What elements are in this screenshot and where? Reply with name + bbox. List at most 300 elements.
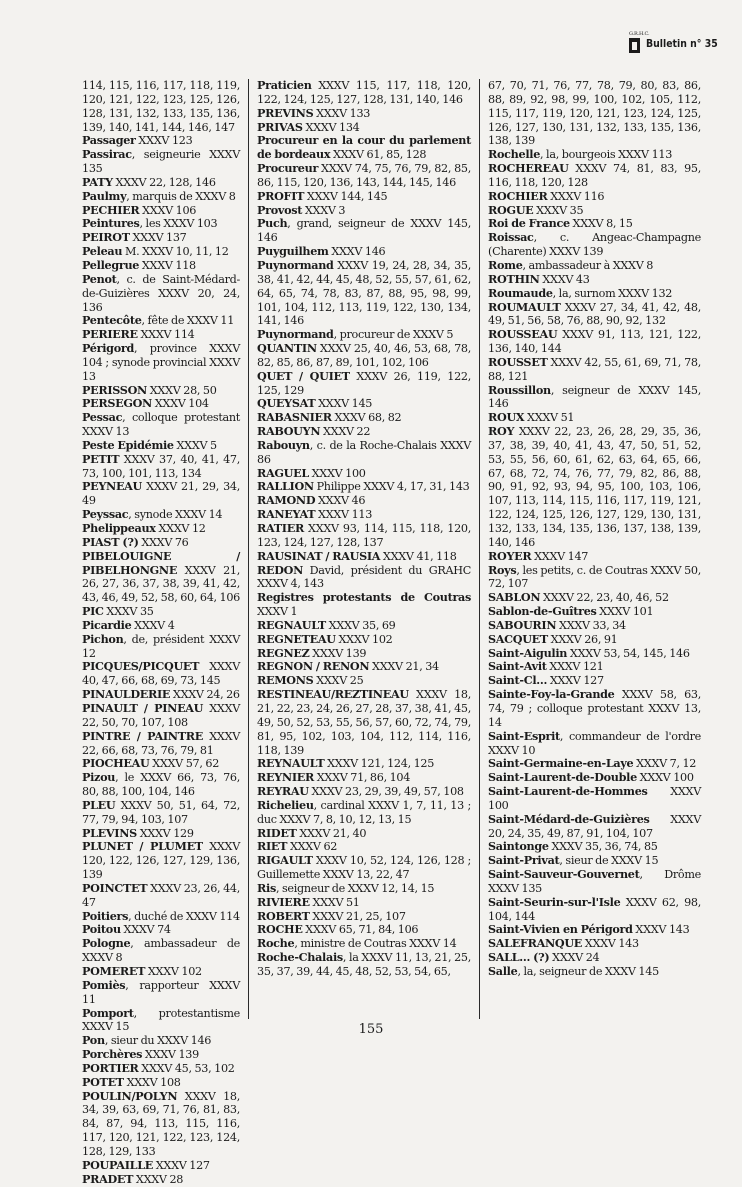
index-entry (488, 688, 701, 730)
index-entry-heading: POINCTET (82, 880, 148, 895)
index-entry-refs: XXXV 102 (145, 965, 202, 978)
index-entry (257, 937, 471, 951)
index-entry (82, 342, 240, 384)
index-entry-refs: , la, surnom XXXV 132 (552, 286, 673, 300)
index-entry-refs: XXXV 115, 117, 118, 120, 122, 124, 125, 127, 128, 131, 140, 146 (257, 79, 471, 106)
index-entry-refs: XXXV 45, 53, 102 (138, 1061, 235, 1075)
index-entry-heading: ROUMAULT (488, 299, 561, 314)
index-entry-heading: PLEVINS (82, 825, 137, 840)
index-entry-heading: PATY (82, 174, 113, 189)
index-entry-heading: PERIERE (82, 327, 138, 342)
index-entry-refs: , la XXXV 11, 13, 21, 25, 35, 37, 39, 44, 45, 48, 52, 53, 54, 65, (257, 951, 471, 978)
index-entry-heading: PERSEGON (82, 396, 152, 411)
index-entry (257, 162, 471, 190)
index-entry-heading: Saint-Avit (488, 659, 547, 674)
index-entry (82, 176, 240, 190)
index-entry-heading: ROUSSET (488, 354, 548, 369)
index-entry-refs: XXXV 35 (103, 605, 154, 619)
index-entry-heading: Saint-Aigulin (488, 645, 568, 660)
index-entry-heading: Peintures (82, 216, 140, 231)
index-entry (488, 273, 701, 287)
index-entry-heading: RANEYAT (257, 507, 316, 522)
index-entry-refs: , commandeur de l'ordre XXXV 10 (488, 729, 701, 757)
index-entry-heading: RAGUEL (257, 465, 309, 480)
index-entry-heading: PREVINS (257, 105, 314, 120)
index-entry-heading: PLUNET / PLUMET (82, 839, 203, 854)
index-entry-heading: PIC (82, 604, 104, 619)
index-entry (82, 522, 240, 536)
index-entry-heading: ROGUE (488, 202, 534, 217)
index-entry-heading: ROCHEREAU (488, 161, 569, 176)
index-entry-heading: PETIT (82, 451, 120, 466)
index-entry (82, 397, 240, 411)
index-entry (82, 231, 240, 245)
index-entry (257, 785, 471, 799)
index-entry-refs: XXXV 35, 69 (325, 618, 396, 632)
index-entry-refs: XXXV 58, 63, 74, 79 ; colloque protestant XXXV 13, 14 (488, 688, 701, 729)
index-entry-refs: XXXV 24, 26 (170, 688, 240, 702)
index-entry-heading: Saint-Esprit (488, 728, 560, 743)
index-entry (82, 757, 240, 771)
index-entry-heading: Pentecôte (82, 313, 142, 328)
index-entry (257, 107, 471, 121)
index-entry-refs: , rapporteur XXXV 11 (82, 978, 240, 1006)
index-entry-heading: Rochelle (488, 147, 541, 162)
index-entry (257, 522, 471, 550)
index-entry-heading: Saint-Médard-de-Guizières (488, 811, 650, 826)
index-entry-refs: XXXV 123 (135, 134, 193, 148)
index-entry (488, 204, 701, 218)
index-entry (257, 854, 471, 882)
index-entry-refs: XXXV 40, 47, 66, 68, 69, 73, 145 (82, 660, 240, 688)
index-entry (82, 660, 240, 688)
index-entry-refs: XXXV 129 (136, 826, 194, 840)
index-entry-refs: Philippe XXXV 4, 17, 31, 143 (313, 480, 470, 494)
index-entry-refs: XXXV 143 (632, 923, 690, 937)
index-entry-heading: PINTRE / PAINTRE (82, 728, 203, 743)
index-entry-refs: 114, 115, 116, 117, 118, 119, 120, 121, 122, 123, 125, 126, 128, 131, 132, 133, 135, 136, 139, 140, 141, 144, 146, 147 (82, 79, 240, 134)
index-entry (257, 757, 471, 771)
index-entry-heading: Passager (82, 133, 136, 148)
index-entry (82, 204, 240, 218)
index-entry-refs: XXXV 51 (309, 895, 360, 909)
index-entry-heading: ROBERT (257, 908, 310, 923)
index-entry-refs: XXXV 26, 119, 122, 125, 129 (257, 369, 472, 397)
index-entry (488, 840, 701, 854)
index-entry (82, 910, 240, 924)
index-entry-heading: PROFIT (257, 188, 305, 203)
index-entry (488, 730, 701, 758)
index-entry (488, 647, 701, 661)
index-entry-heading: Poitiers (82, 908, 129, 923)
index-entry-refs: XXXV 23, 26, 44, 47 (82, 881, 240, 909)
index-entry-refs: XXXV 74, 81, 83, 95, 116, 118, 120, 128 (488, 162, 701, 189)
index-entry (488, 328, 701, 356)
index-entry-refs: XXXV 23, 29, 39, 49, 57, 108 (308, 785, 464, 799)
index-entry (82, 882, 240, 910)
index-entry-refs: XXXV 127 (547, 674, 604, 688)
index-entry (82, 411, 240, 439)
index-entry-heading: Roche-Chalais (257, 950, 343, 965)
index-entry-heading: Peste Epidémie (82, 437, 174, 452)
index-entry-refs: , Drôme XXXV 135 (488, 868, 701, 895)
index-entry-refs: , de, président XXXV 12 (82, 632, 240, 660)
index-entry-heading: Roche (257, 936, 295, 951)
index-entry (257, 245, 471, 259)
index-entry-heading: Saint-Sauveur-Gouvernet (488, 867, 640, 882)
index-entry-refs: XXXV 106 (139, 203, 197, 217)
index-entry-heading: RATIER (257, 521, 304, 535)
index-entry-heading: SACQUET (488, 631, 548, 646)
index-entry-refs: , procureur de XXXV 5 (333, 328, 454, 342)
index-entry-heading: Roissac (488, 230, 534, 245)
index-entry-heading: POTET (82, 1074, 124, 1089)
index-entry (488, 190, 701, 204)
index-entry-heading: PINAULT / PINEAU (82, 700, 204, 715)
index-entry-heading: RIGAULT (257, 853, 313, 868)
index-entry-heading: Saint-Vivien en Périgord (488, 922, 633, 937)
index-entry (82, 508, 240, 522)
index-entry (257, 397, 471, 411)
index-entry-refs: , seigneurie XXXV 135 (82, 148, 240, 176)
index-entry-heading: Pizou (82, 770, 116, 785)
index-entry-refs: , le XXXV 66, 73, 76, 80, 88, 100, 104, 146 (82, 771, 240, 799)
index-entry-heading: Saint-Cl... (488, 673, 548, 688)
index-entry (257, 259, 471, 328)
index-entry-refs: XXXV 118 (139, 258, 196, 272)
index-entry-heading: Puynormand (257, 327, 334, 342)
index-entry-refs: , duché de XXXV 114 (128, 909, 240, 923)
index-entry-refs: , les petits, c. de Coutras XXXV 50, 72, 107 (488, 563, 701, 591)
index-entry (257, 217, 471, 245)
index-entry (257, 467, 471, 481)
index-column-1 (82, 79, 241, 1186)
index-entry (82, 453, 240, 481)
index-entry-heading: PRADET (82, 1171, 134, 1186)
index-entry-heading: Sainte-Foy-la-Grande (488, 687, 615, 702)
index-entry-heading: Peleau (82, 244, 123, 259)
index-entry (257, 370, 471, 398)
index-entry (488, 148, 701, 162)
index-entry (488, 813, 701, 841)
index-entry-refs: XXXV 22, 50, 70, 107, 108 (82, 701, 241, 729)
index-entry-heading: RABOUYN (257, 424, 321, 439)
index-entry (82, 799, 240, 827)
index-entry-refs: , seigneur de XXXV 145, 146 (488, 383, 701, 411)
index-entry-heading: PECHIER (82, 202, 140, 217)
index-entry-refs: XXXV 22, 23, 40, 46, 52 (540, 591, 669, 605)
index-entry (82, 827, 240, 841)
index-entry (82, 148, 240, 176)
index-entry-heading: Sablon-de-Guîtres (488, 604, 597, 619)
index-entry-refs: XXXV 146 (328, 245, 386, 259)
index-entry (82, 923, 240, 937)
index-entry (82, 217, 240, 231)
index-entry (488, 356, 701, 384)
index-entry (82, 384, 240, 398)
index-entry-refs: , ministre de Coutras XXXV 14 (294, 937, 457, 951)
index-entry-heading: Roumaude (488, 285, 553, 300)
index-entry (488, 674, 701, 688)
index-entry-refs: XXXV 21, 29, 34, 49 (82, 480, 240, 508)
index-entry-refs: , colloque protestant XXXV 13 (82, 411, 240, 439)
index-entry-heading: RALLION (257, 479, 314, 494)
index-entry-refs: , la, seigneur de XXXV 145 (517, 965, 659, 978)
index-entry-refs: XXXV 147 (531, 549, 589, 563)
index-entry-heading: RIVIERE (257, 894, 310, 909)
index-entry (82, 314, 240, 328)
index-entry (257, 480, 471, 494)
index-entry-refs: XXXV 145 (315, 397, 373, 411)
index-entry (257, 647, 471, 661)
index-entry-refs: XXXV 116 (547, 189, 605, 203)
index-entry-refs: XXXV 139 (309, 646, 367, 660)
index-entry (488, 771, 701, 785)
index-entry (257, 134, 471, 162)
index-entry (488, 162, 701, 190)
index-entry-heading: Puch (257, 216, 288, 231)
index-entry-heading: ROUX (488, 410, 525, 425)
index-entry-refs: XXXV 76 (138, 535, 189, 549)
index-entry (82, 633, 240, 661)
index-entry-refs: XXXV 21, 25, 107 (309, 909, 406, 923)
index-entry (257, 688, 471, 757)
index-entry (257, 121, 471, 135)
index-entry (488, 619, 701, 633)
index-entry (257, 771, 471, 785)
index-entry-heading: Ris (257, 880, 276, 895)
index-entry-heading: REMONS (257, 673, 314, 688)
index-entry-refs: XXXV 35, 36, 74, 85 (548, 840, 658, 854)
index-entry (488, 937, 701, 951)
index-entry-refs: , ambassadeur de XXXV 8 (82, 937, 240, 965)
index-entry (82, 1062, 240, 1076)
index-entry-refs: XXXV 10, 52, 124, 126, 128 ; Guillemette XXXV 13, 22, 47 (257, 854, 471, 882)
index-entry-refs: XXXV 46 (315, 494, 366, 508)
index-entry-refs: XXXV 42, 55, 61, 69, 71, 78, 88, 121 (488, 355, 701, 383)
index-entry (488, 633, 701, 647)
index-entry-refs: XXXV 27, 34, 41, 42, 48, 49, 51, 56, 58, 76, 88, 90, 92, 132 (488, 300, 701, 328)
index-entry-heading: REGNAULT (257, 617, 326, 632)
index-entry (257, 564, 471, 592)
index-entry-refs: XXXV 71, 86, 104 (314, 771, 411, 785)
index-entry-heading: Pellegrue (82, 257, 140, 272)
index-entry (488, 854, 701, 868)
publisher-mark: G.R.H.C. (629, 31, 650, 37)
index-entry-heading: Registres protestants de Coutras (257, 590, 471, 605)
index-entry-refs: XXXV 7, 12 (633, 757, 697, 771)
index-entry (257, 840, 471, 854)
index-entry-refs: XXXV 1 (257, 605, 298, 619)
index-entry (488, 217, 701, 231)
index-entry (488, 951, 701, 965)
index-entry (82, 619, 240, 633)
index-entry-refs: XXXV 28, 50 (146, 383, 217, 397)
index-entry-heading: Pon (82, 1033, 105, 1048)
index-entry-refs: XXXV 21, 34 (369, 660, 439, 674)
index-entry (488, 301, 701, 329)
index-entry-refs: XXXV 100 (308, 466, 366, 480)
index-entry-refs: , grand, seigneur de XXXV 145, 146 (257, 217, 471, 245)
index-entry (257, 439, 471, 467)
index-entry-refs: XXXV 74 (120, 923, 171, 937)
index-entry (257, 799, 471, 827)
index-entry-refs: XXXV 43 (539, 272, 590, 286)
index-entry-heading: Saintonge (488, 839, 549, 854)
index-entry-refs: XXXV 22 (320, 425, 371, 439)
index-entry-refs: XXXV 41, 118 (380, 549, 457, 563)
index-entry-refs: XXXV 20, 24, 35, 49, 87, 91, 104, 107 (488, 812, 701, 840)
index-entry (82, 439, 240, 453)
index-entry-refs: XXXV 61, 85, 128 (330, 148, 427, 162)
index-entry (488, 868, 701, 896)
index-entry-heading: Passirac (82, 147, 132, 162)
index-entry-refs: XXXV 25, 40, 46, 53, 68, 78, 82, 85, 86, 87, 89, 101, 102, 106 (257, 342, 471, 369)
index-entry (257, 425, 471, 439)
index-entry-heading: Porchères (82, 1047, 143, 1062)
index-entry (257, 190, 471, 204)
index-entry-refs: XXXV 57, 62 (149, 757, 220, 771)
index-entry (82, 480, 240, 508)
index-entry (82, 273, 240, 315)
index-entry-refs: XXXV 21, 40 (296, 826, 367, 840)
index-entry (257, 619, 471, 633)
index-entry-refs: XXXV 3 (302, 203, 346, 217)
index-entry-heading: PIBELOUIGNE / PIBELHONGNE (82, 548, 240, 577)
index-entry-refs: XXXV 133 (313, 106, 371, 120)
index-entry-heading: Rabouyn (257, 437, 310, 452)
index-column-3 (479, 79, 701, 1019)
index-entry-refs: XXXV 25 (313, 674, 364, 688)
index-entry-heading: ROUSSEAU (488, 327, 558, 342)
index-entry-heading: QUEYSAT (257, 396, 316, 411)
index-entry-refs: David, président du GRAHC XXXV 4, 143 (257, 563, 471, 591)
index-entry (488, 259, 701, 273)
index-entry-heading: Rome (488, 257, 523, 272)
index-entry (488, 79, 701, 148)
index-entry (82, 245, 240, 259)
index-entry (82, 771, 240, 799)
index-entry-refs: XXXV 134 (302, 120, 360, 134)
index-entry-refs: , protestantisme XXXV 15 (82, 1006, 240, 1034)
index-entry (488, 564, 701, 592)
index-entry-heading: POMERET (82, 964, 146, 978)
index-entry-refs: XXXV 33, 34 (556, 618, 626, 632)
index-entry-refs: XXXV 68, 82 (331, 411, 402, 425)
index-entry (257, 328, 471, 342)
index-entry-heading: QUANTIN (257, 341, 317, 356)
index-entry-heading: Poitou (82, 922, 121, 937)
index-entry-refs: XXXV 28 (133, 1172, 184, 1186)
index-entry-heading: SABOURIN (488, 617, 557, 632)
index-entry-refs: XXXV 26, 91 (547, 632, 618, 646)
index-entry (488, 384, 701, 412)
index-entry-heading: Saint-Germaine-en-Laye (488, 756, 634, 771)
index-entry (82, 937, 240, 965)
index-entry (257, 633, 471, 647)
index-entry-refs: , seigneur de XXXV 12, 14, 15 (275, 881, 435, 895)
index-entry (257, 674, 471, 688)
index-entry-refs: , marquis de XXXV 8 (126, 189, 236, 203)
index-entry-heading: Pessac (82, 410, 123, 425)
index-entry-heading: RAUSINAT / RAUSIA (257, 548, 381, 563)
index-entry (488, 660, 701, 674)
index-entry-heading: Pomport (82, 1005, 134, 1020)
index-entry-heading: QUET / QUIET (257, 368, 350, 383)
index-entry (257, 411, 471, 425)
index-entry-refs: XXXV 18, 21, 22, 23, 24, 26, 27, 28, 37, 38, 41, 45, 49, 50, 52, 53, 55, 56, 57, 60, 72, 74, 79, 81, 95, 102, 103, 104, 112, 114, 116, 118, 139 (257, 688, 471, 757)
index-entry-heading: RIET (257, 839, 288, 854)
index-entry-refs: XXXV 8, 15 (569, 217, 633, 231)
index-entry-heading: Puyguilhem (257, 244, 329, 259)
index-entry (257, 882, 471, 896)
index-entry-heading: Roi de France (488, 216, 570, 231)
index-entry-refs: , c. de la Roche-Chalais XXXV 86 (257, 438, 471, 466)
index-entry-heading: RESTINEAU/REZTINEAU (257, 687, 409, 702)
index-entry (82, 965, 240, 979)
index-entry-heading: PIOCHEAU (82, 756, 150, 771)
index-entry-refs: XXXV 121 (546, 660, 604, 674)
index-entry-heading: PEIROT (82, 230, 130, 245)
index-entry-refs: XXXV 62, 98, 104, 144 (488, 895, 701, 923)
index-entry-heading: Phelippeaux (82, 521, 156, 535)
index-entry (488, 287, 701, 301)
index-entry-refs: , cardinal XXXV 1, 7, 11, 13 ; duc XXXV 7, 8, 10, 12, 13, 15 (257, 798, 471, 826)
index-entry (488, 411, 701, 425)
index-entry-refs: XXXV 143 (582, 937, 639, 951)
index-entry (82, 79, 240, 134)
index-entry (257, 827, 471, 841)
index-entry (82, 605, 240, 619)
index-entry-heading: RIDET (257, 825, 297, 840)
index-entry-refs: XXXV 22, 66, 68, 73, 76, 79, 81 (82, 729, 241, 757)
index-entry-refs: XXXV 51 (524, 411, 575, 425)
index-entry-refs: XXXV 113 (315, 508, 373, 522)
index-entry-refs: XXXV 144, 145 (304, 189, 388, 203)
index-entry-heading: REDON (257, 562, 303, 577)
index-entry-refs: XXXV 12 (155, 522, 206, 535)
index-entry (257, 923, 471, 937)
index-entry-refs: , la, bourgeois XXXV 113 (540, 148, 673, 162)
index-entry-refs: XXXV 4 (131, 618, 175, 632)
index-entry-refs: XXXV 101 (596, 605, 654, 619)
index-entry (82, 702, 240, 730)
index-entry-heading: PEYNEAU (82, 479, 143, 494)
index-entry-heading: PLEU (82, 797, 116, 812)
index-entry-refs: , sieur du XXXV 146 (104, 1034, 212, 1048)
index-entry (488, 550, 701, 564)
index-entry (488, 231, 701, 259)
index-entry-refs: , c. de Saint-Médard-de-Guizières XXXV 20, 24, 136 (82, 272, 240, 314)
index-entry-refs: XXXV 100 (488, 785, 701, 812)
index-entry-heading: ROYER (488, 548, 532, 563)
index-entry-heading: SALEFRANQUE (488, 936, 583, 951)
index-entry (257, 508, 471, 522)
index-entry-heading: REYRAU (257, 784, 309, 799)
index-entry (488, 785, 701, 813)
index-entry-refs: XXXV 139 (142, 1048, 199, 1062)
index-entry (488, 896, 701, 924)
index-entry-heading: Roussillon (488, 382, 551, 397)
index-entry (82, 1076, 240, 1090)
index-entry-heading: POULIN/POLYN (82, 1088, 178, 1103)
page-number: 155 (358, 1022, 384, 1037)
index-entry-refs: , synode XXXV 14 (128, 508, 223, 522)
index-entry-refs: M. XXXV 10, 11, 12 (122, 245, 229, 259)
index-entry-refs: , fête de XXXV 11 (141, 314, 235, 328)
index-entry (82, 190, 240, 204)
index-entry-refs: XXXV 74, 75, 76, 79, 82, 85, 86, 115, 120, 136, 143, 144, 145, 146 (257, 162, 471, 189)
